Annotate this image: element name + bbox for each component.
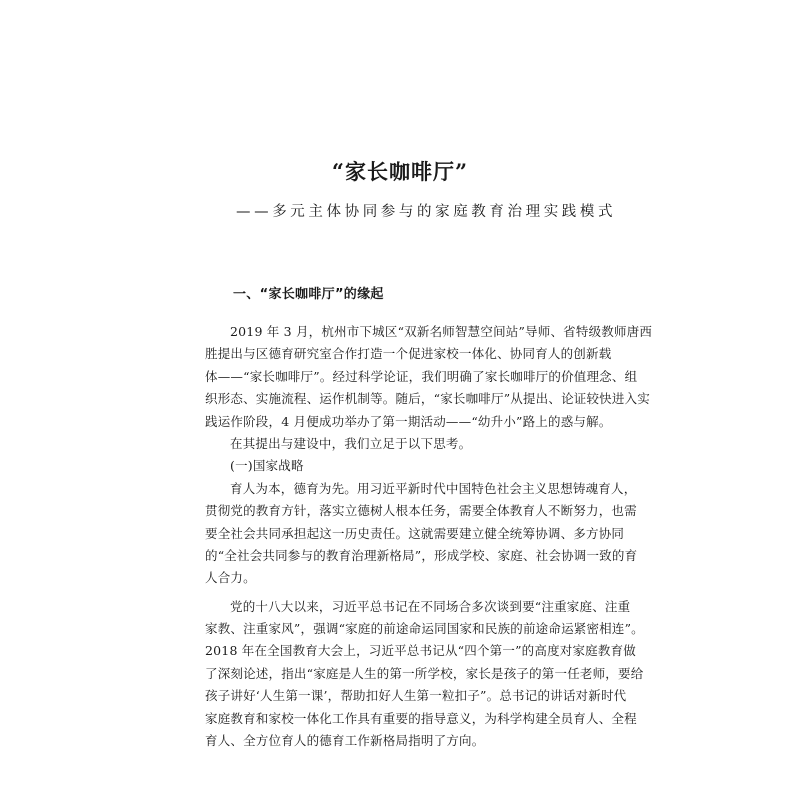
paragraph-line: 家庭教育和家校一体化工作具有重要的指导意义，为科学构建全员育人、全程: [205, 710, 637, 726]
paragraph-line: 践运作阶段，4 月便成功举办了第一期活动——“幼升小”路上的惑与解。: [205, 413, 612, 429]
paragraph-line: 家教、注重家风”，强调“家庭的前途命运同国家和民族的前途命运紧密相连”。: [205, 621, 644, 637]
paragraph-line: 2019 年 3 月，杭州市下城区“双新名师智慧空间站”导师、省特级教师唐西: [230, 324, 653, 339]
subsection-heading: (一)国家战略: [230, 458, 304, 474]
paragraph-line: 2018 年在全国教育大会上，习近平总书记从“四个第一”的高度对家庭教育做: [205, 643, 636, 659]
paragraph-line: 孩子讲好‘人生第一课’，帮助扣好人生第一粒扣子”。总书记的讲话对新时代: [205, 688, 627, 704]
document-title: “家长咖啡厅”: [331, 159, 469, 184]
paragraph-line: 人合力。: [205, 570, 256, 586]
paragraph-line: 要全社会共同承担起这一历史责任。这就需要建立健全统筹协调、多方协同: [205, 525, 625, 541]
paragraph-line: 了深刻论述，指出“家庭是人生的第一所学校，家长是孩子的第一任老师，要给: [205, 665, 644, 681]
document-subtitle: ——多元主体协同参与的家庭教育治理实践模式: [236, 204, 617, 220]
paragraph-line: 贯彻党的教育方针，落实立德树人根本任务，需要全体教育人不断努力，也需: [205, 503, 637, 519]
paragraph-line: 织形态、实施流程、运作机制等。随后，“家长咖啡厅”从提出、论证较快进入实: [205, 391, 650, 407]
paragraph-line: 育人为本，德育为先。用习近平新时代中国特色社会主义思想铸魂育人，: [230, 480, 637, 496]
body-text: [205, 321, 653, 752]
paragraph-line: 的“全社会共同参与的教育治理新格局”，形成学校、家庭、社会协调一致的育: [205, 547, 638, 563]
paragraph-line: 育人、全方位育人的德育工作新格局指明了方向。: [205, 733, 485, 749]
section-heading: 一、“家长咖啡厅”的缘起: [233, 287, 384, 302]
paragraph-line: 党的十八大以来，习近平总书记在不同场合多次谈到要“注重家庭、注重: [230, 598, 631, 614]
paragraph-line: 体——“家长咖啡厅”。经过科学论证，我们明确了家长咖啡厅的价值理念、组: [205, 368, 638, 384]
paragraph-line: 胜提出与区德育研究室合作打造一个促进家校一体化、协同育人的创新载: [205, 346, 612, 362]
paragraph-line: 在其提出与建设中，我们立足于以下思考。: [230, 435, 472, 451]
